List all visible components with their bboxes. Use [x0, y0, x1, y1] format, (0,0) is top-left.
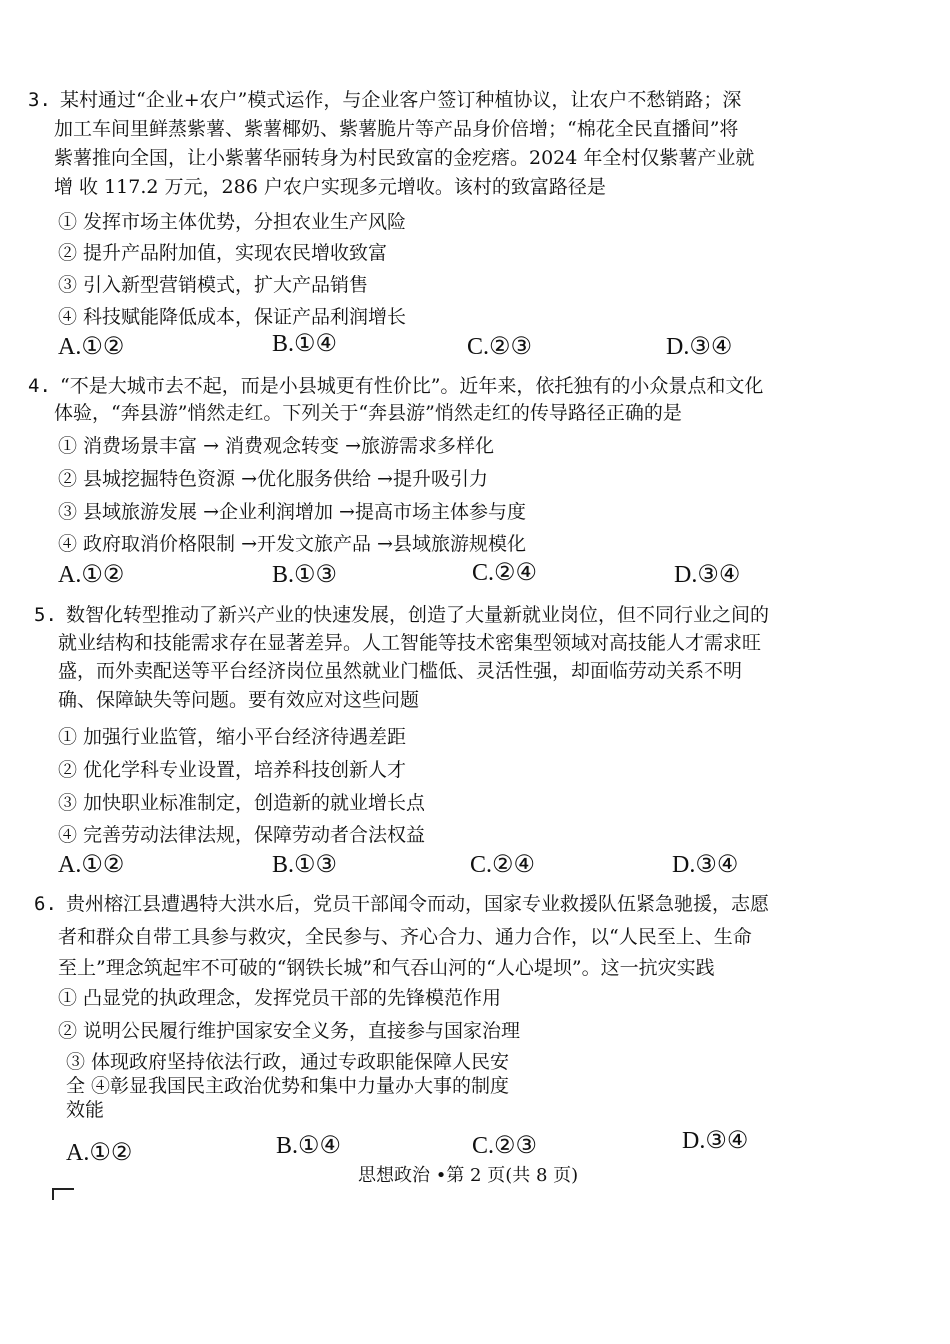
- q3-answer-c[interactable]: C.②③: [467, 334, 533, 360]
- q5-answer-b[interactable]: B.①③: [272, 852, 338, 878]
- q5-stem-line-2: 就业结构和技能需求存在显著差异。人工智能等技术密集型领域对高技能人才需求旺: [58, 632, 762, 654]
- corner-mark: [52, 1188, 74, 1200]
- q5-answer-d[interactable]: D.③④: [672, 852, 739, 878]
- q5-option-2: ② 优化学科专业设置，培养科技创新人才: [58, 759, 407, 781]
- page-footer: 思想政治 •第 2 页(共 8 页): [358, 1165, 579, 1186]
- q3-stem-line-2: 加工车间里鲜蒸紫薯、紫薯椰奶、紫薯脆片等产品身价倍增；“棉花全民直播间”将: [54, 118, 739, 140]
- q6-option-3: ③ 体现政府坚持依法行政，通过专政职能保障人民安: [66, 1051, 510, 1073]
- q5-number: 5.: [34, 604, 57, 626]
- q3-option-1: ① 发挥市场主体优势，分担农业生产风险: [58, 211, 407, 233]
- q4-number: 4.: [28, 375, 51, 397]
- q6-option-2: ② 说明公民履行维护国家安全义务，直接参与国家治理: [58, 1020, 521, 1042]
- q6-option-3-continued: 全 ④彰显我国民主政治优势和集中力量办大事的制度: [66, 1075, 510, 1097]
- q4-stem-line-2: 体验，“奔县游”悄然走红。下列关于“奔县游”悄然走红的传导路径正确的是: [54, 402, 682, 424]
- q3-option-2: ② 提升产品附加值，实现农民增收致富: [58, 242, 388, 264]
- q5-option-1: ① 加强行业监管，缩小平台经济待遇差距: [58, 726, 407, 748]
- q5-stem-line-4: 确、保障缺失等问题。要有效应对这些问题: [58, 689, 420, 711]
- q3-answer-b[interactable]: B.①④: [272, 331, 338, 357]
- q4-option-1: ① 消费场景丰富 → 消费观念转变 →旅游需求多样化: [58, 435, 494, 457]
- q6-answer-b[interactable]: B.①④: [276, 1133, 342, 1159]
- q6-option-1: ① 凸显党的执政理念，发挥党员干部的先锋模范作用: [58, 987, 502, 1009]
- q4-answer-d[interactable]: D.③④: [674, 562, 741, 588]
- q6-number: 6.: [34, 893, 57, 915]
- q4-stem-line-1: “不是大城市去不起，而是小县城更有性价比”。近年来，依托独有的小众景点和文化: [60, 375, 764, 397]
- q3-stem-line-1: 某村通过“企业+农户”模式运作，与企业客户签订种植协议，让农户不愁销路；深: [60, 89, 742, 111]
- q5-stem-line-3: 盛，而外卖配送等平台经济岗位虽然就业门槛低、灵活性强，却面临劳动关系不明: [58, 660, 743, 682]
- q6-answer-d[interactable]: D.③④: [682, 1128, 749, 1154]
- q5-option-4: ④ 完善劳动法律法规，保障劳动者合法权益: [58, 824, 426, 846]
- q4-answer-a[interactable]: A.①②: [58, 562, 125, 588]
- q5-answer-a[interactable]: A.①②: [58, 852, 125, 878]
- q6-answer-a[interactable]: A.①②: [66, 1140, 133, 1166]
- q3-stem-line-3: 紫薯推向全国，让小紫薯华丽转身为村民致富的金疙瘩。2024 年全村仅紫薯产业就: [54, 147, 755, 169]
- q6-answer-c[interactable]: C.②③: [472, 1133, 538, 1159]
- q6-stem-line-2: 者和群众自带工具参与救灾，全民参与、齐心合力、通力合作，以“人民至上、生命: [58, 926, 752, 948]
- q4-answer-b[interactable]: B.①③: [272, 562, 338, 588]
- q6-option-4-tail: 效能: [66, 1099, 105, 1121]
- q4-answer-c[interactable]: C.②④: [472, 560, 538, 586]
- q3-answer-d[interactable]: D.③④: [666, 334, 733, 360]
- q3-option-4: ④ 科技赋能降低成本，保证产品利润增长: [58, 306, 407, 328]
- q5-option-3: ③ 加快职业标准制定，创造新的就业增长点: [58, 792, 426, 814]
- q4-option-3: ③ 县域旅游发展 →企业利润增加 →提高市场主体参与度: [58, 501, 526, 523]
- q4-option-2: ② 县城挖掘特色资源 →优化服务供给 →提升吸引力: [58, 468, 488, 490]
- q3-number: 3.: [28, 89, 51, 111]
- q6-stem-line-3: 至上”理念筑起牢不可破的“钢铁长城”和气吞山河的“人心堤坝”。这一抗灾实践: [58, 957, 715, 979]
- q3-answer-a[interactable]: A.①②: [58, 334, 125, 360]
- q3-option-3: ③ 引入新型营销模式，扩大产品销售: [58, 274, 369, 296]
- q5-stem-line-1: 数智化转型推动了新兴产业的快速发展，创造了大量新就业岗位，但不同行业之间的: [66, 604, 770, 626]
- q3-stem-line-4: 增 收 117.2 万元，286 户农户实现多元增收。该村的致富路径是: [54, 176, 606, 198]
- q6-stem-line-1: 贵州榕江县遭遇特大洪水后，党员干部闻令而动，国家专业救援队伍紧急驰援，志愿: [66, 893, 770, 915]
- q5-answer-c[interactable]: C.②④: [470, 852, 536, 878]
- q4-option-4: ④ 政府取消价格限制 →开发文旅产品 →县域旅游规模化: [58, 533, 526, 555]
